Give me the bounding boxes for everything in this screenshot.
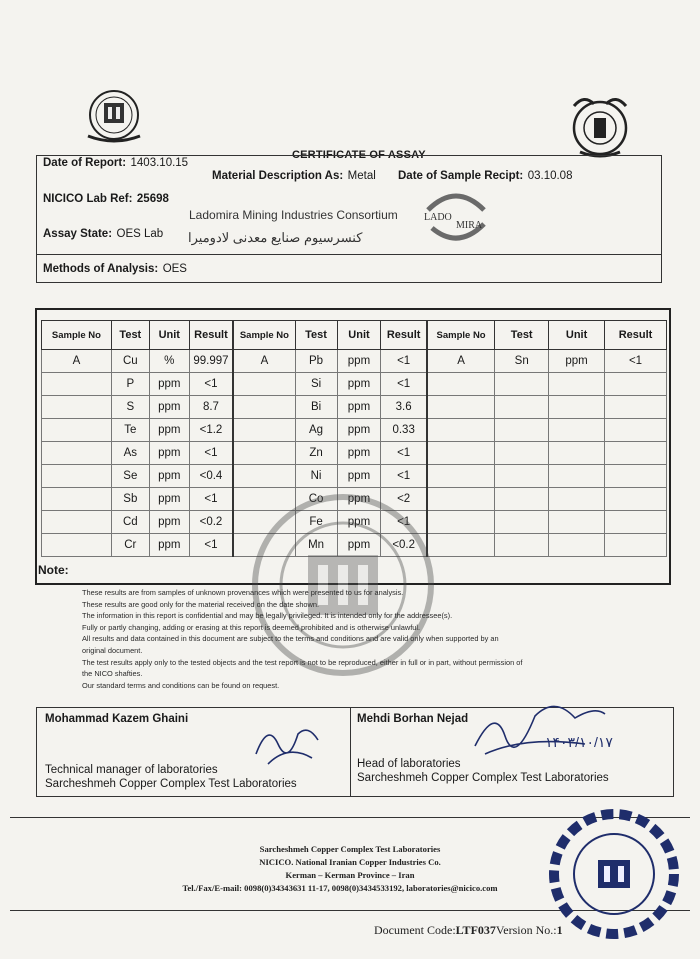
right-signatory-org: Sarcheshmeh Copper Complex Test Laboratories	[357, 772, 609, 784]
table-cell: 0.33	[381, 419, 427, 442]
disclaimer-line: The information in this report is confidential and may be legally privileged. It is intended only for the addressee(s).	[82, 611, 453, 621]
table-cell: Sb	[111, 488, 149, 511]
table-cell: ppm	[149, 511, 189, 534]
disclaimer-line: These results are from samples of unknown provenances which were presented to us for analysis.	[82, 588, 404, 597]
table-row	[42, 373, 667, 396]
disclaimer-line: the NICO shafties.	[82, 669, 143, 679]
table-cell	[605, 396, 667, 419]
ladomira-logo-icon	[418, 188, 493, 246]
table-cell: Co	[295, 488, 337, 511]
certificate-title: CERTIFICATE OF ASSAY	[292, 149, 426, 161]
signature-divider	[350, 708, 351, 796]
table-cell	[605, 373, 667, 396]
right-signature-icon	[465, 696, 615, 762]
column-header: Sample No	[233, 321, 295, 350]
crest-emblem-icon	[566, 92, 634, 158]
table-cell	[233, 373, 295, 396]
table-cell	[495, 465, 549, 488]
table-cell	[549, 442, 605, 465]
table-cell: Se	[111, 465, 149, 488]
column-header: Test	[295, 321, 337, 350]
right-signatory-role: Head of laboratories	[357, 758, 461, 770]
right-signature-date: ۱۴۰۳/۱۰/۱۷	[545, 734, 613, 750]
table-cell	[605, 511, 667, 534]
lab-address: Sarcheshmeh Copper Complex Test Laboratories NICICO. National Iranian Copper Industries Co. Kerman – Kerman Province – Iran Tel./Fax/E-mail: 0098(0)34343631 11-17, 0098(0)3434533192, laboratories@nicico.com	[182, 844, 498, 893]
table-cell	[427, 419, 495, 442]
table-cell	[42, 396, 112, 419]
table-row	[42, 350, 667, 373]
table-cell: <1	[381, 350, 427, 373]
table-cell: ppm	[149, 419, 189, 442]
table-cell	[233, 419, 295, 442]
table-cell: ppm	[337, 419, 381, 442]
table-row	[42, 419, 667, 442]
column-header: Sample No	[42, 321, 112, 350]
column-header: Unit	[149, 321, 189, 350]
table-cell: S	[111, 396, 149, 419]
left-signatory-org: Sarcheshmeh Copper Complex Test Laboratories	[45, 778, 297, 790]
table-row	[42, 442, 667, 465]
table-cell: P	[111, 373, 149, 396]
right-signatory-name: Mehdi Borhan Nejad	[357, 713, 469, 725]
table-cell: ppm	[337, 534, 381, 557]
table-cell: Ni	[295, 465, 337, 488]
assay-state: Assay State: OES Lab	[43, 228, 164, 240]
left-signatory-role: Technical manager of laboratories	[45, 764, 218, 776]
table-cell: Cr	[111, 534, 149, 557]
table-cell	[495, 488, 549, 511]
table-cell	[42, 465, 112, 488]
left-signature-icon	[248, 714, 328, 770]
table-cell	[42, 419, 112, 442]
table-cell	[549, 419, 605, 442]
table-cell: Fe	[295, 511, 337, 534]
document-code: Document Code:LTF037Version No.:1	[374, 923, 563, 937]
column-header: Sample No	[427, 321, 495, 350]
table-cell	[42, 488, 112, 511]
table-cell	[42, 534, 112, 557]
note-label: Note:	[38, 563, 69, 577]
disclaimer-line: Our standard terms and conditions can be found on request.	[82, 680, 280, 690]
table-cell	[233, 442, 295, 465]
table-cell: <1	[605, 350, 667, 373]
table-cell: ppm	[337, 350, 381, 373]
header-divider	[37, 254, 661, 255]
lab-ref: NICICO Lab Ref: 25698	[43, 193, 169, 205]
material-description: Material Description As: Metal	[212, 170, 376, 182]
table-cell	[495, 534, 549, 557]
disclaimer-line: These results are good only for the material received on the date shown.	[82, 599, 320, 609]
table-cell: Cd	[111, 511, 149, 534]
table-cell	[42, 373, 112, 396]
table-cell: ppm	[337, 511, 381, 534]
table-cell: ppm	[149, 396, 189, 419]
nicico-emblem-icon	[82, 88, 146, 146]
table-cell: <0.2	[381, 534, 427, 557]
lado-logo-text-2: MIRA	[456, 220, 483, 231]
column-header: Unit	[337, 321, 381, 350]
table-cell: Mn	[295, 534, 337, 557]
table-cell: <0.4	[189, 465, 233, 488]
laboratory-stamp-icon	[548, 808, 680, 940]
table-cell: Zn	[295, 442, 337, 465]
table-cell: ppm	[337, 396, 381, 419]
consortium-name-en: Ladomira Mining Industries Consortium	[189, 208, 398, 222]
lado-logo-text-1: LADO	[424, 212, 452, 223]
table-cell: <0.2	[189, 511, 233, 534]
results-header-row	[42, 321, 667, 350]
table-cell: ppm	[149, 442, 189, 465]
table-cell	[427, 373, 495, 396]
table-cell: ppm	[149, 488, 189, 511]
table-cell	[549, 511, 605, 534]
table-cell: <1	[189, 373, 233, 396]
table-cell	[549, 488, 605, 511]
column-header: Unit	[549, 321, 605, 350]
table-cell: A	[427, 350, 495, 373]
table-cell: As	[111, 442, 149, 465]
sample-receipt-date: Date of Sample Recipt: 03.10.08	[398, 170, 573, 182]
disclaimer-line: Fully or partly changing, adding or erasing at this report is deemed prohibited and is otherwise unlawful.	[82, 622, 421, 632]
table-cell: ppm	[149, 534, 189, 557]
table-cell	[605, 442, 667, 465]
table-cell	[495, 442, 549, 465]
table-cell: Te	[111, 419, 149, 442]
table-cell	[42, 442, 112, 465]
table-cell: <1	[381, 373, 427, 396]
table-cell	[233, 396, 295, 419]
table-cell	[427, 396, 495, 419]
table-cell: ppm	[337, 373, 381, 396]
table-cell: 3.6	[381, 396, 427, 419]
table-cell: <2	[381, 488, 427, 511]
table-cell: Bi	[295, 396, 337, 419]
date-of-report: Date of Report: 1403.10.15	[43, 157, 189, 169]
table-cell	[549, 465, 605, 488]
table-cell: 99.997	[189, 350, 233, 373]
table-cell: <1.2	[189, 419, 233, 442]
table-cell	[549, 373, 605, 396]
column-header: Result	[381, 321, 427, 350]
table-cell: ppm	[337, 442, 381, 465]
table-cell	[605, 465, 667, 488]
table-cell: ppm	[149, 465, 189, 488]
methods-of-analysis: Methods of Analysis: OES	[43, 263, 187, 275]
table-cell: Sn	[495, 350, 549, 373]
table-cell	[495, 511, 549, 534]
table-cell: ppm	[337, 465, 381, 488]
table-cell: ppm	[149, 373, 189, 396]
disclaimer-line: original document.	[82, 645, 143, 655]
table-cell: <1	[189, 442, 233, 465]
disclaimer-text	[82, 587, 642, 691]
disclaimer-line: All results and data contained in this document are subject to the terms and conditions and are valid only when supported by an	[82, 634, 499, 644]
table-cell	[495, 373, 549, 396]
table-cell: A	[42, 350, 112, 373]
column-header: Result	[189, 321, 233, 350]
table-cell: <1	[381, 442, 427, 465]
table-row	[42, 396, 667, 419]
table-cell: Ag	[295, 419, 337, 442]
table-cell: <1	[381, 465, 427, 488]
consortium-name-fa: کنسرسیوم صنایع معدنی لادومیرا	[188, 230, 363, 245]
table-cell	[495, 419, 549, 442]
table-cell: A	[233, 350, 295, 373]
table-cell	[495, 396, 549, 419]
table-cell	[605, 419, 667, 442]
table-cell: <1	[189, 534, 233, 557]
table-cell: ppm	[337, 488, 381, 511]
table-cell: 8.7	[189, 396, 233, 419]
table-cell: ppm	[549, 350, 605, 373]
table-cell	[605, 488, 667, 511]
table-cell: %	[149, 350, 189, 373]
table-cell	[42, 511, 112, 534]
left-signatory-name: Mohammad Kazem Ghaini	[45, 713, 189, 725]
table-cell: <1	[381, 511, 427, 534]
column-header: Test	[495, 321, 549, 350]
table-cell	[549, 396, 605, 419]
table-cell	[427, 442, 495, 465]
table-cell: Si	[295, 373, 337, 396]
table-cell	[549, 534, 605, 557]
table-cell	[605, 534, 667, 557]
column-header: Result	[605, 321, 667, 350]
table-cell: Pb	[295, 350, 337, 373]
column-header: Test	[111, 321, 149, 350]
disclaimer-line: The test results apply only to the tested objects and the test report is not to be reproduced, either in full or in part, without permission of	[82, 657, 523, 667]
table-cell: <1	[189, 488, 233, 511]
table-cell: Cu	[111, 350, 149, 373]
